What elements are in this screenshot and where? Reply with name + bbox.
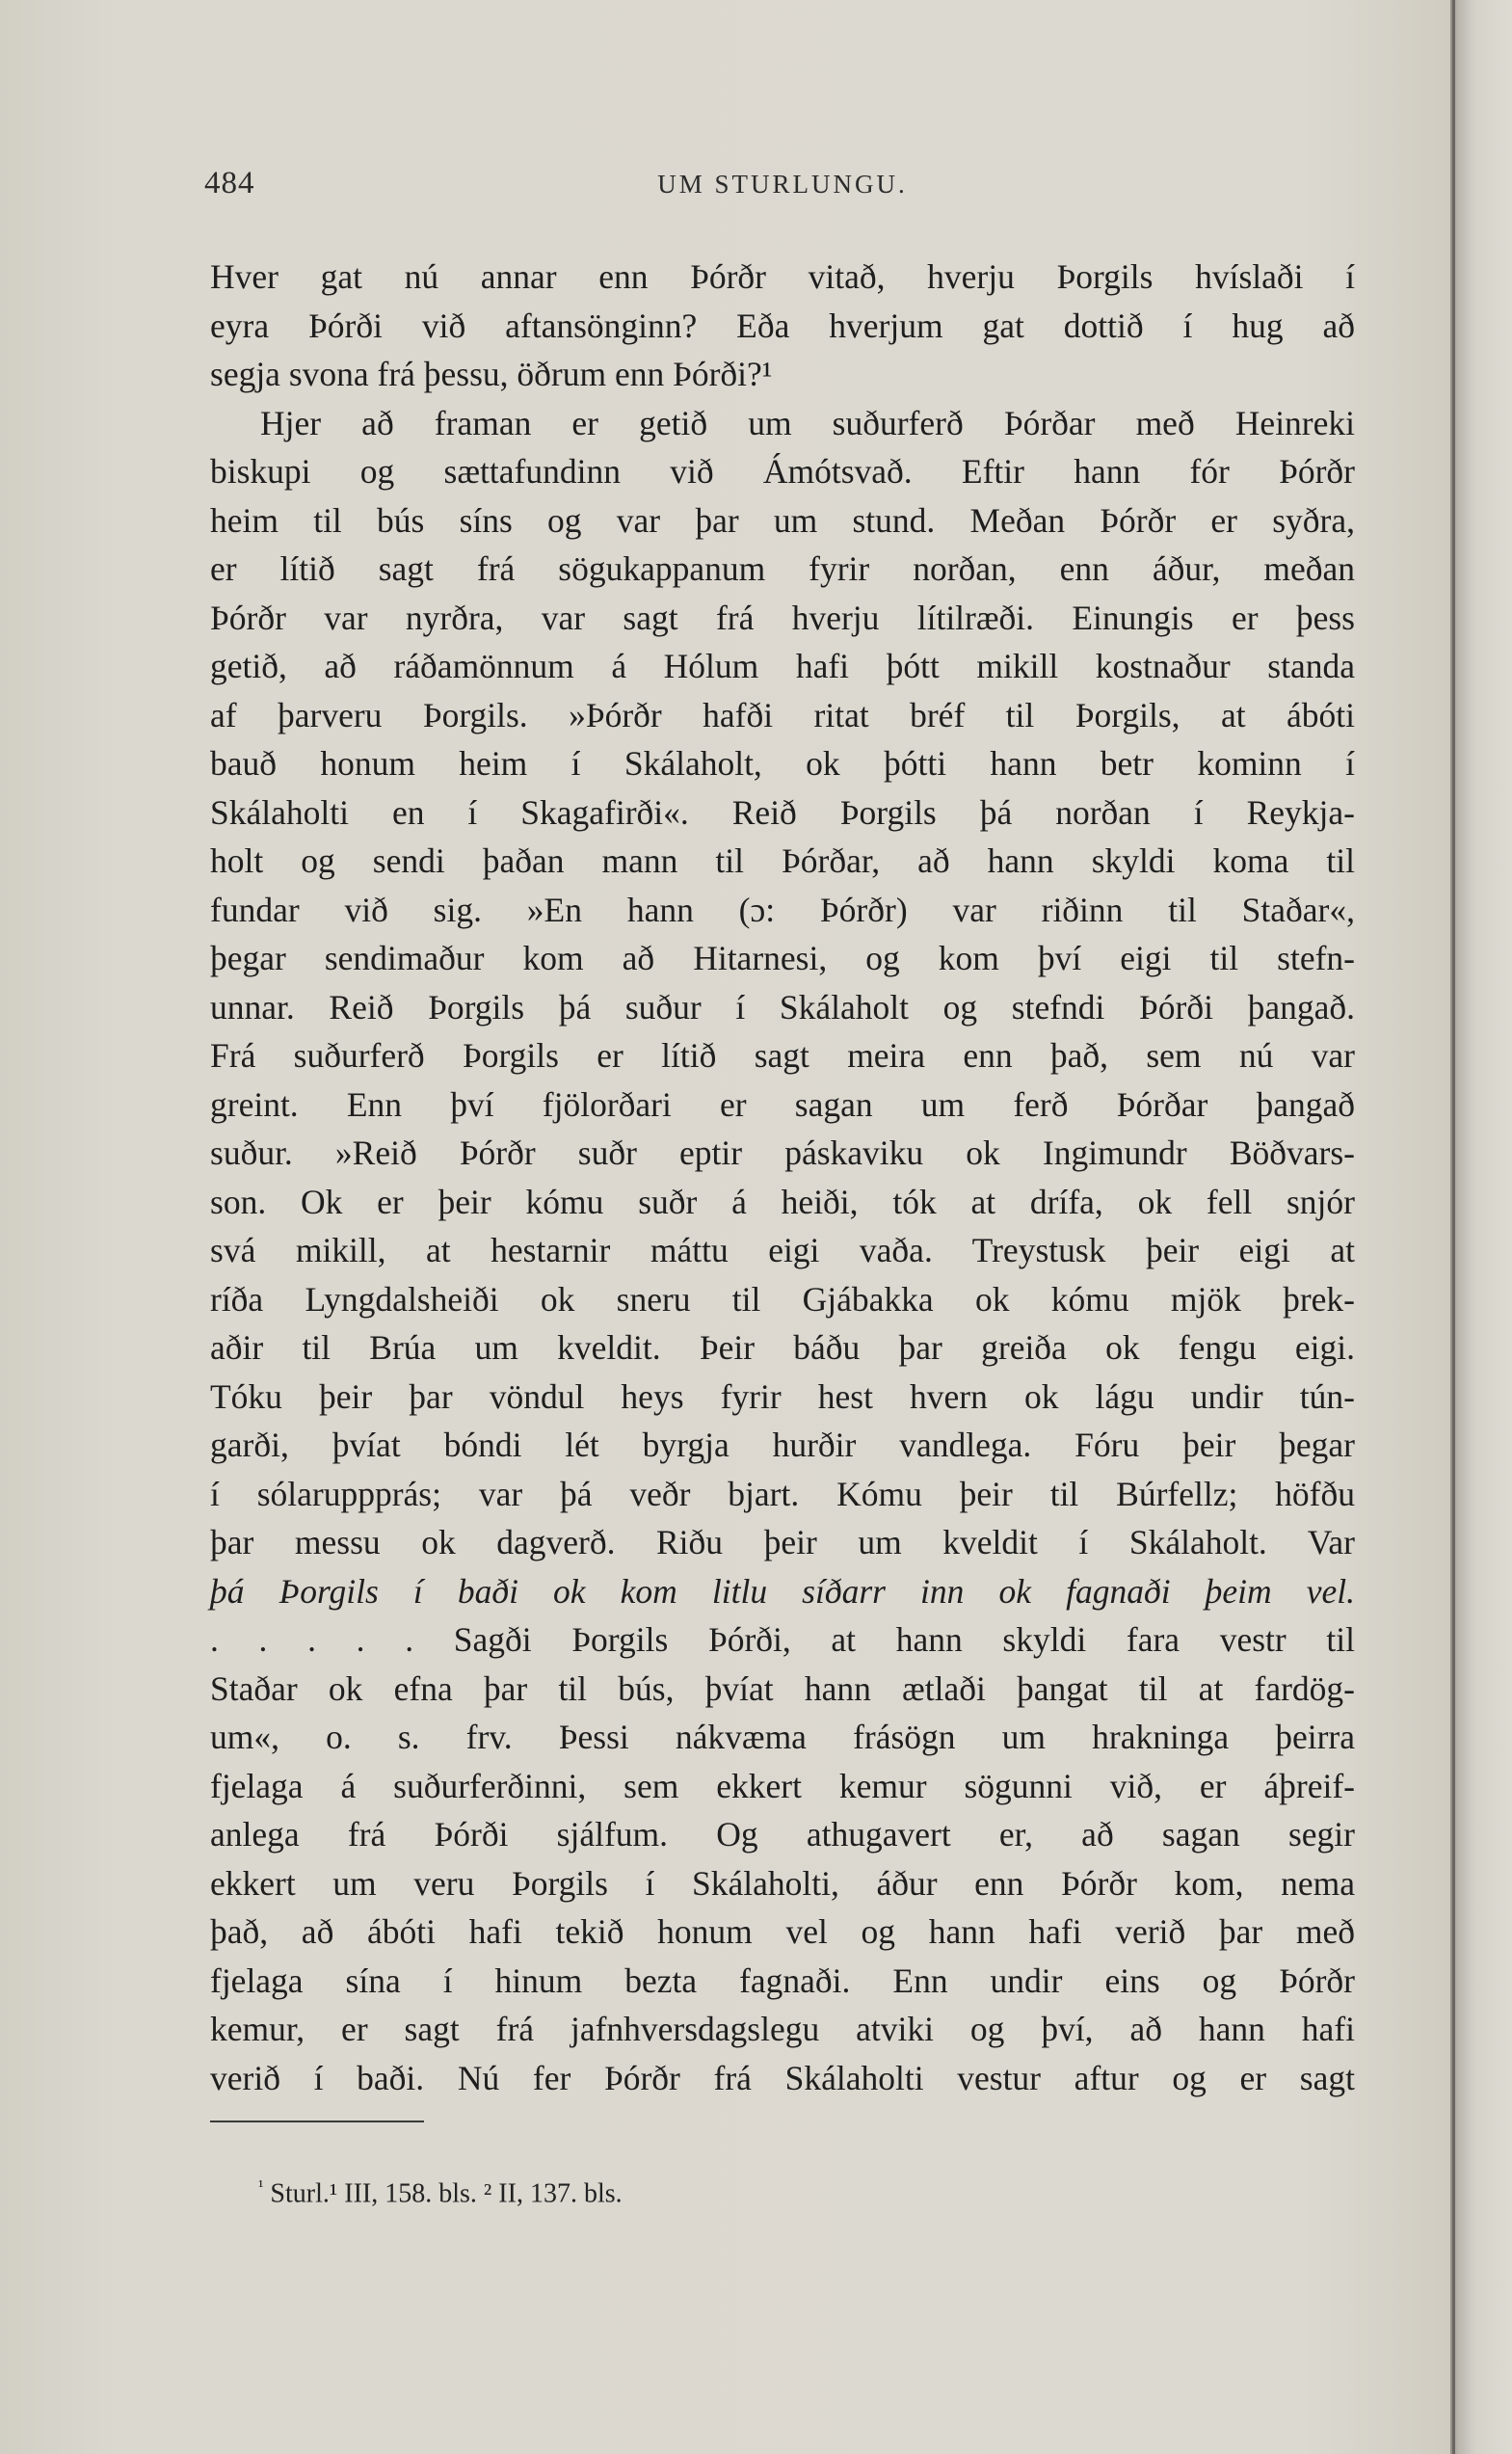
text-line: þá Þorgils í baði ok kom litlu síðarr inn ok fagnaði þeim vel. [210, 1571, 1355, 1611]
page-header [204, 166, 1361, 214]
text-line: segja svona frá þessu, öðrum enn Þórði?¹ [210, 355, 773, 393]
text-line: getið, að ráðamönnum á Hólum hafi þótt mikill kostnaður standa [210, 647, 1355, 685]
text-line: er lítið sagt frá sögukappanum fyrir norðan, enn áður, meðan [210, 549, 1355, 588]
text-line: aðir til Brúa um kveldit. Þeir báðu þar greiða ok fengu eigi. [210, 1328, 1355, 1367]
text-line: greint. Enn því fjölorðari er sagan um ferð Þórðar þangað [210, 1084, 1355, 1124]
text-line: holt og sendi þaðan mann til Þórðar, að hann skyldi koma til [210, 841, 1355, 880]
page-number: 484 [204, 166, 255, 200]
text-line: fjelaga á suðurferðinni, sem ekkert kemur sögunni við, er áþreif- [210, 1766, 1355, 1805]
text-line: . . . . . Sagði Þorgils Þórði, at hann skyldi fara vestr til [210, 1620, 1355, 1659]
text-line: eyra Þórði við aftansönginn? Eða hverjum gat dottið í hug að [210, 306, 1355, 345]
text-line: svá mikill, at hestarnir máttu eigi vaða. Treystusk þeir eigi at [210, 1231, 1355, 1269]
page-edge-line [1452, 0, 1455, 2454]
footnote [258, 2176, 623, 2209]
text-line: fjelaga sína í hinum bezta fagnaði. Enn undir eins og Þórðr [210, 1961, 1355, 2000]
text-line: Tóku þeir þar vöndul heys fyrir hest hvern ok lágu undir tún- [210, 1376, 1355, 1416]
footnote-rule [210, 2121, 424, 2122]
text-line: í sólaruppprás; var þá veðr bjart. Kómu þeir til Búrfellz; höfðu [210, 1474, 1355, 1513]
text-line: Hjer að framan er getið um suðurferð Þórðar með Heinreki [260, 403, 1355, 442]
text-line: biskupi og sættafundinn við Ámótsvað. Eftir hann fór Þórðr [210, 452, 1355, 491]
text-line: kemur, er sagt frá jafnhversdagslegu atviki og því, að hann hafi [210, 2010, 1355, 2048]
text-line: Hver gat nú annar enn Þórðr vitað, hverju Þorgils hvíslaði í [210, 257, 1355, 296]
text-line: ekkert um veru Þorgils í Skálaholti, áður enn Þórðr kom, nema [210, 1863, 1355, 1903]
text-line: af þarveru Þorgils. »Þórðr hafði ritat bréf til Þorgils, at ábóti [210, 695, 1355, 734]
text-line: suður. »Reið Þórðr suðr eptir páskaviku ok Ingimundr Böðvars- [210, 1134, 1355, 1172]
text-line: Frá suðurferð Þorgils er lítið sagt meira enn það, sem nú var [210, 1036, 1355, 1075]
text-line: unnar. Reið Þorgils þá suður í Skálaholt og stefndi Þórði þangað. [210, 987, 1355, 1027]
footnote-text: Sturl.¹ III, 158. bls. ² II, 137. bls. [270, 2178, 623, 2209]
footnote-mark: ¹ [258, 2176, 264, 2196]
text-line: verið í baði. Nú fer Þórðr frá Skálaholti vestur aftur og er sagt [210, 2058, 1355, 2097]
text-line: ríða Lyngdalsheiði ok sneru til Gjábakka ok kómu mjök þrek- [210, 1279, 1355, 1319]
text-line: son. Ok er þeir kómu suðr á heiði, tók at drífa, ok fell snjór [210, 1182, 1355, 1221]
text-line: Staðar ok efna þar til bús, þvíat hann ætlaði þangat til at fardög- [210, 1668, 1355, 1708]
text-line: bauð honum heim í Skálaholt, ok þótti hann betr kominn í [210, 744, 1355, 783]
text-line: um«, o. s. frv. Þessi nákvæma frásögn um hrakninga þeirra [210, 1718, 1355, 1756]
text-line: Skálaholti en í Skagafirði«. Reið Þorgils þá norðan í Reykja- [210, 792, 1355, 832]
text-line: það, að ábóti hafi tekið honum vel og hann hafi verið þar með [210, 1912, 1355, 1951]
text-line: þar messu ok dagverð. Riðu þeir um kveldit í Skálaholt. Var [210, 1523, 1355, 1561]
text-line: Þórðr var nyrðra, var sagt frá hverju lítilræði. Einungis er þess [210, 598, 1355, 637]
text-line: anlega frá Þórði sjálfum. Og athugavert er, að sagan segir [210, 1815, 1355, 1854]
page-edge-shadow [1450, 0, 1512, 2454]
text-line: þegar sendimaður kom að Hitarnesi, og kom því eigi til stefn- [210, 939, 1355, 977]
body-text [210, 253, 1355, 2102]
text-line: garði, þvíat bóndi lét byrgja hurðir vandlega. Fóru þeir þegar [210, 1426, 1355, 1464]
running-head: UM STURLUNGU. [657, 170, 908, 199]
text-line: heim til bús síns og var þar um stund. Meðan Þórðr er syðra, [210, 500, 1355, 540]
text-line: fundar við sig. »En hann (ɔ: Þórðr) var riðinn til Staðar«, [210, 890, 1355, 929]
